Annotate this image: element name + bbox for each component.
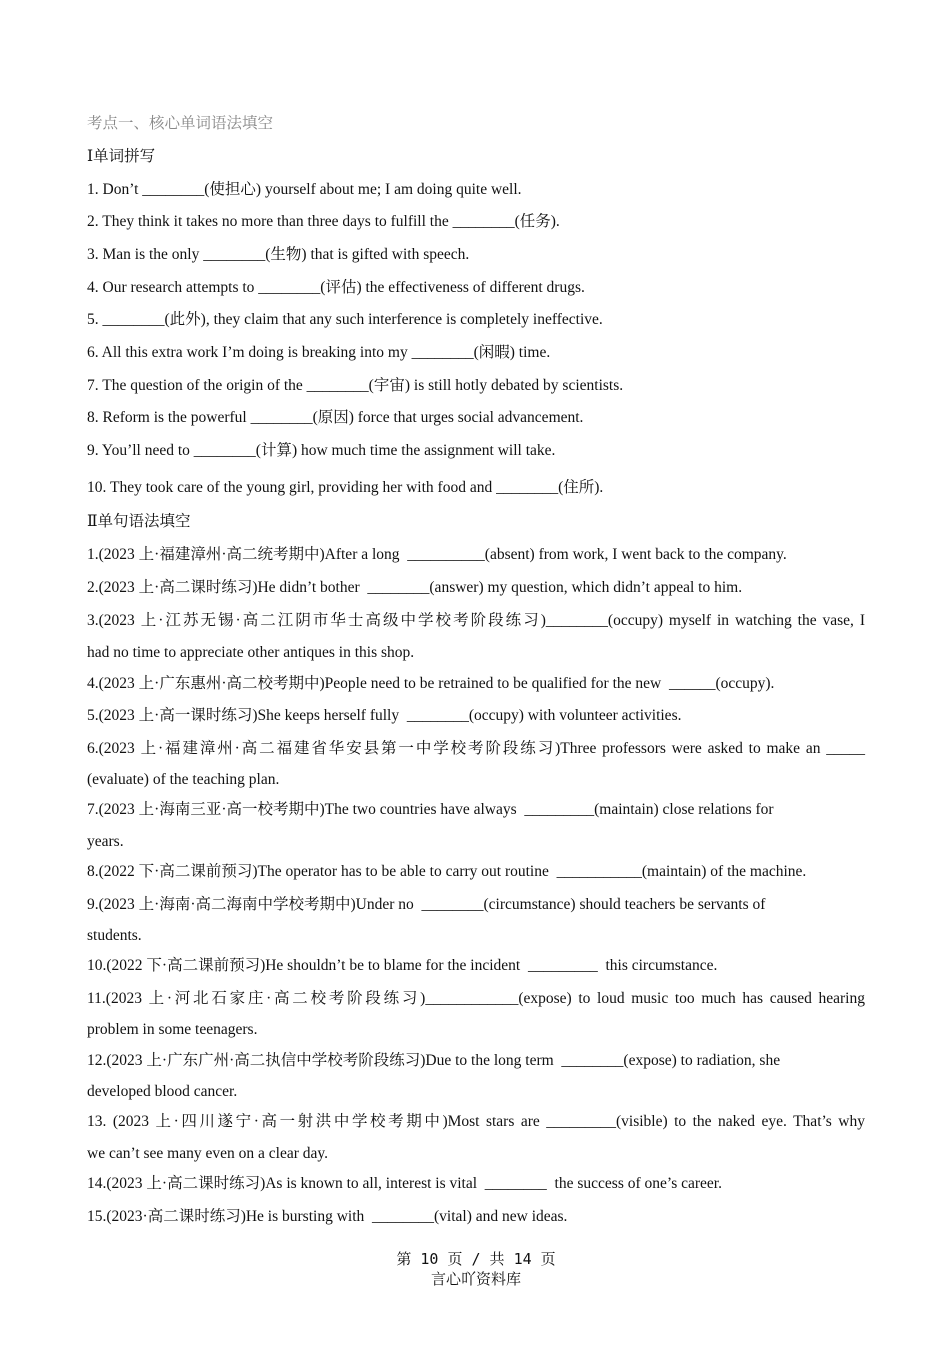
question-line: 3.(2023 上·江苏无锡·高二江阴市华士高级中学校考阶段练习)________(occupy) myself in watching the vase, I [87, 612, 865, 629]
question-line: 2.(2023 上·高二课时练习)He didn’t bother ________(answer) my question, which didn’t appeal to him. [87, 579, 743, 596]
list-item: 10. They took care of the young girl, providing her with food and ________(住所). [87, 479, 604, 496]
question-line: developed blood cancer. [87, 1083, 238, 1100]
question-line: 9.(2023 上·海南·高二海南中学校考期中)Under no ________(circumstance) should teachers be servants of [87, 896, 766, 913]
question-line: 12.(2023 上·广东广州·高二执信中学校考阶段练习)Due to the long term ________(expose) to radiation, she [87, 1052, 781, 1069]
question-line: 10.(2022 下·高二课前预习)He shouldn’t be to blame for the incident _________ this circumstance. [87, 957, 718, 974]
page-number: 第 10 页 / 共 14 页 [396, 1250, 556, 1268]
question-line: 13. (2023 上·四川遂宁·高一射洪中学校考期中)Most stars are _________(visible) to the naked eye. That’s why [87, 1113, 865, 1130]
list-item: 9. You’ll need to ________(计算) how much time the assignment will take. [87, 442, 556, 459]
section-title: 考点一、核心单词语法填空 [87, 115, 274, 132]
question-line: had no time to appreciate other antiques in this shop. [87, 644, 415, 661]
part2-heading: Ⅱ单句语法填空 [87, 513, 191, 530]
question-line: (evaluate) of the teaching plan. [87, 771, 280, 788]
list-item: 4. Our research attempts to ________(评估) the effectiveness of different drugs. [87, 279, 585, 296]
question-line: 6.(2023 上·福建漳州·高二福建省华安县第一中学校考阶段练习)Three professors were asked to make an _____ [87, 740, 865, 757]
question-line: students. [87, 927, 142, 944]
question-line: 11.(2023 上·河北石家庄·高二校考阶段练习)____________(expose) to loud music too much has caused hearing [87, 990, 865, 1007]
list-item: 2. They think it takes no more than three days to fulfill the ________(任务). [87, 213, 560, 230]
question-line: 8.(2022 下·高二课前预习)The operator has to be able to carry out routine ___________(maintain) of the machine. [87, 863, 807, 880]
list-item: 7. The question of the origin of the ________(宇宙) is still hotly debated by scientists. [87, 377, 624, 394]
question-line: 14.(2023 上·高二课时练习)As is known to all, interest is vital ________ the success of one’s career. [87, 1175, 722, 1192]
list-item: 3. Man is the only ________(生物) that is gifted with speech. [87, 246, 470, 263]
question-line: years. [87, 833, 124, 850]
list-item: 8. Reform is the powerful ________(原因) force that urges social advancement. [87, 409, 584, 426]
list-item: 1. Don’t ________(使担心) yourself about me; I am doing quite well. [87, 181, 522, 198]
footer-source: 言心吖资料库 [430, 1272, 521, 1288]
question-line: 15.(2023·高二课时练习)He is bursting with ________(vital) and new ideas. [87, 1208, 568, 1225]
question-line: 5.(2023 上·高一课时练习)She keeps herself fully ________(occupy) with volunteer activities. [87, 707, 682, 724]
list-item: 6. All this extra work I’m doing is breaking into my ________(闲暇) time. [87, 344, 551, 361]
question-line: 1.(2023 上·福建漳州·高二统考期中)After a long __________(absent) from work, I went back to the company. [87, 546, 787, 563]
question-line: 4.(2023 上·广东惠州·高二校考期中)People need to be retrained to be qualified for the new ______(occupy). [87, 675, 775, 692]
question-line: problem in some teenagers. [87, 1021, 258, 1038]
question-line: we can’t see many even on a clear day. [87, 1145, 328, 1162]
list-item: 5. ________(此外), they claim that any such interference is completely ineffective. [87, 311, 603, 328]
question-line: 7.(2023 上·海南三亚·高一校考期中)The two countries have always _________(maintain) close relations for [87, 801, 774, 818]
part1-heading: Ⅰ单词拼写 [87, 148, 156, 165]
